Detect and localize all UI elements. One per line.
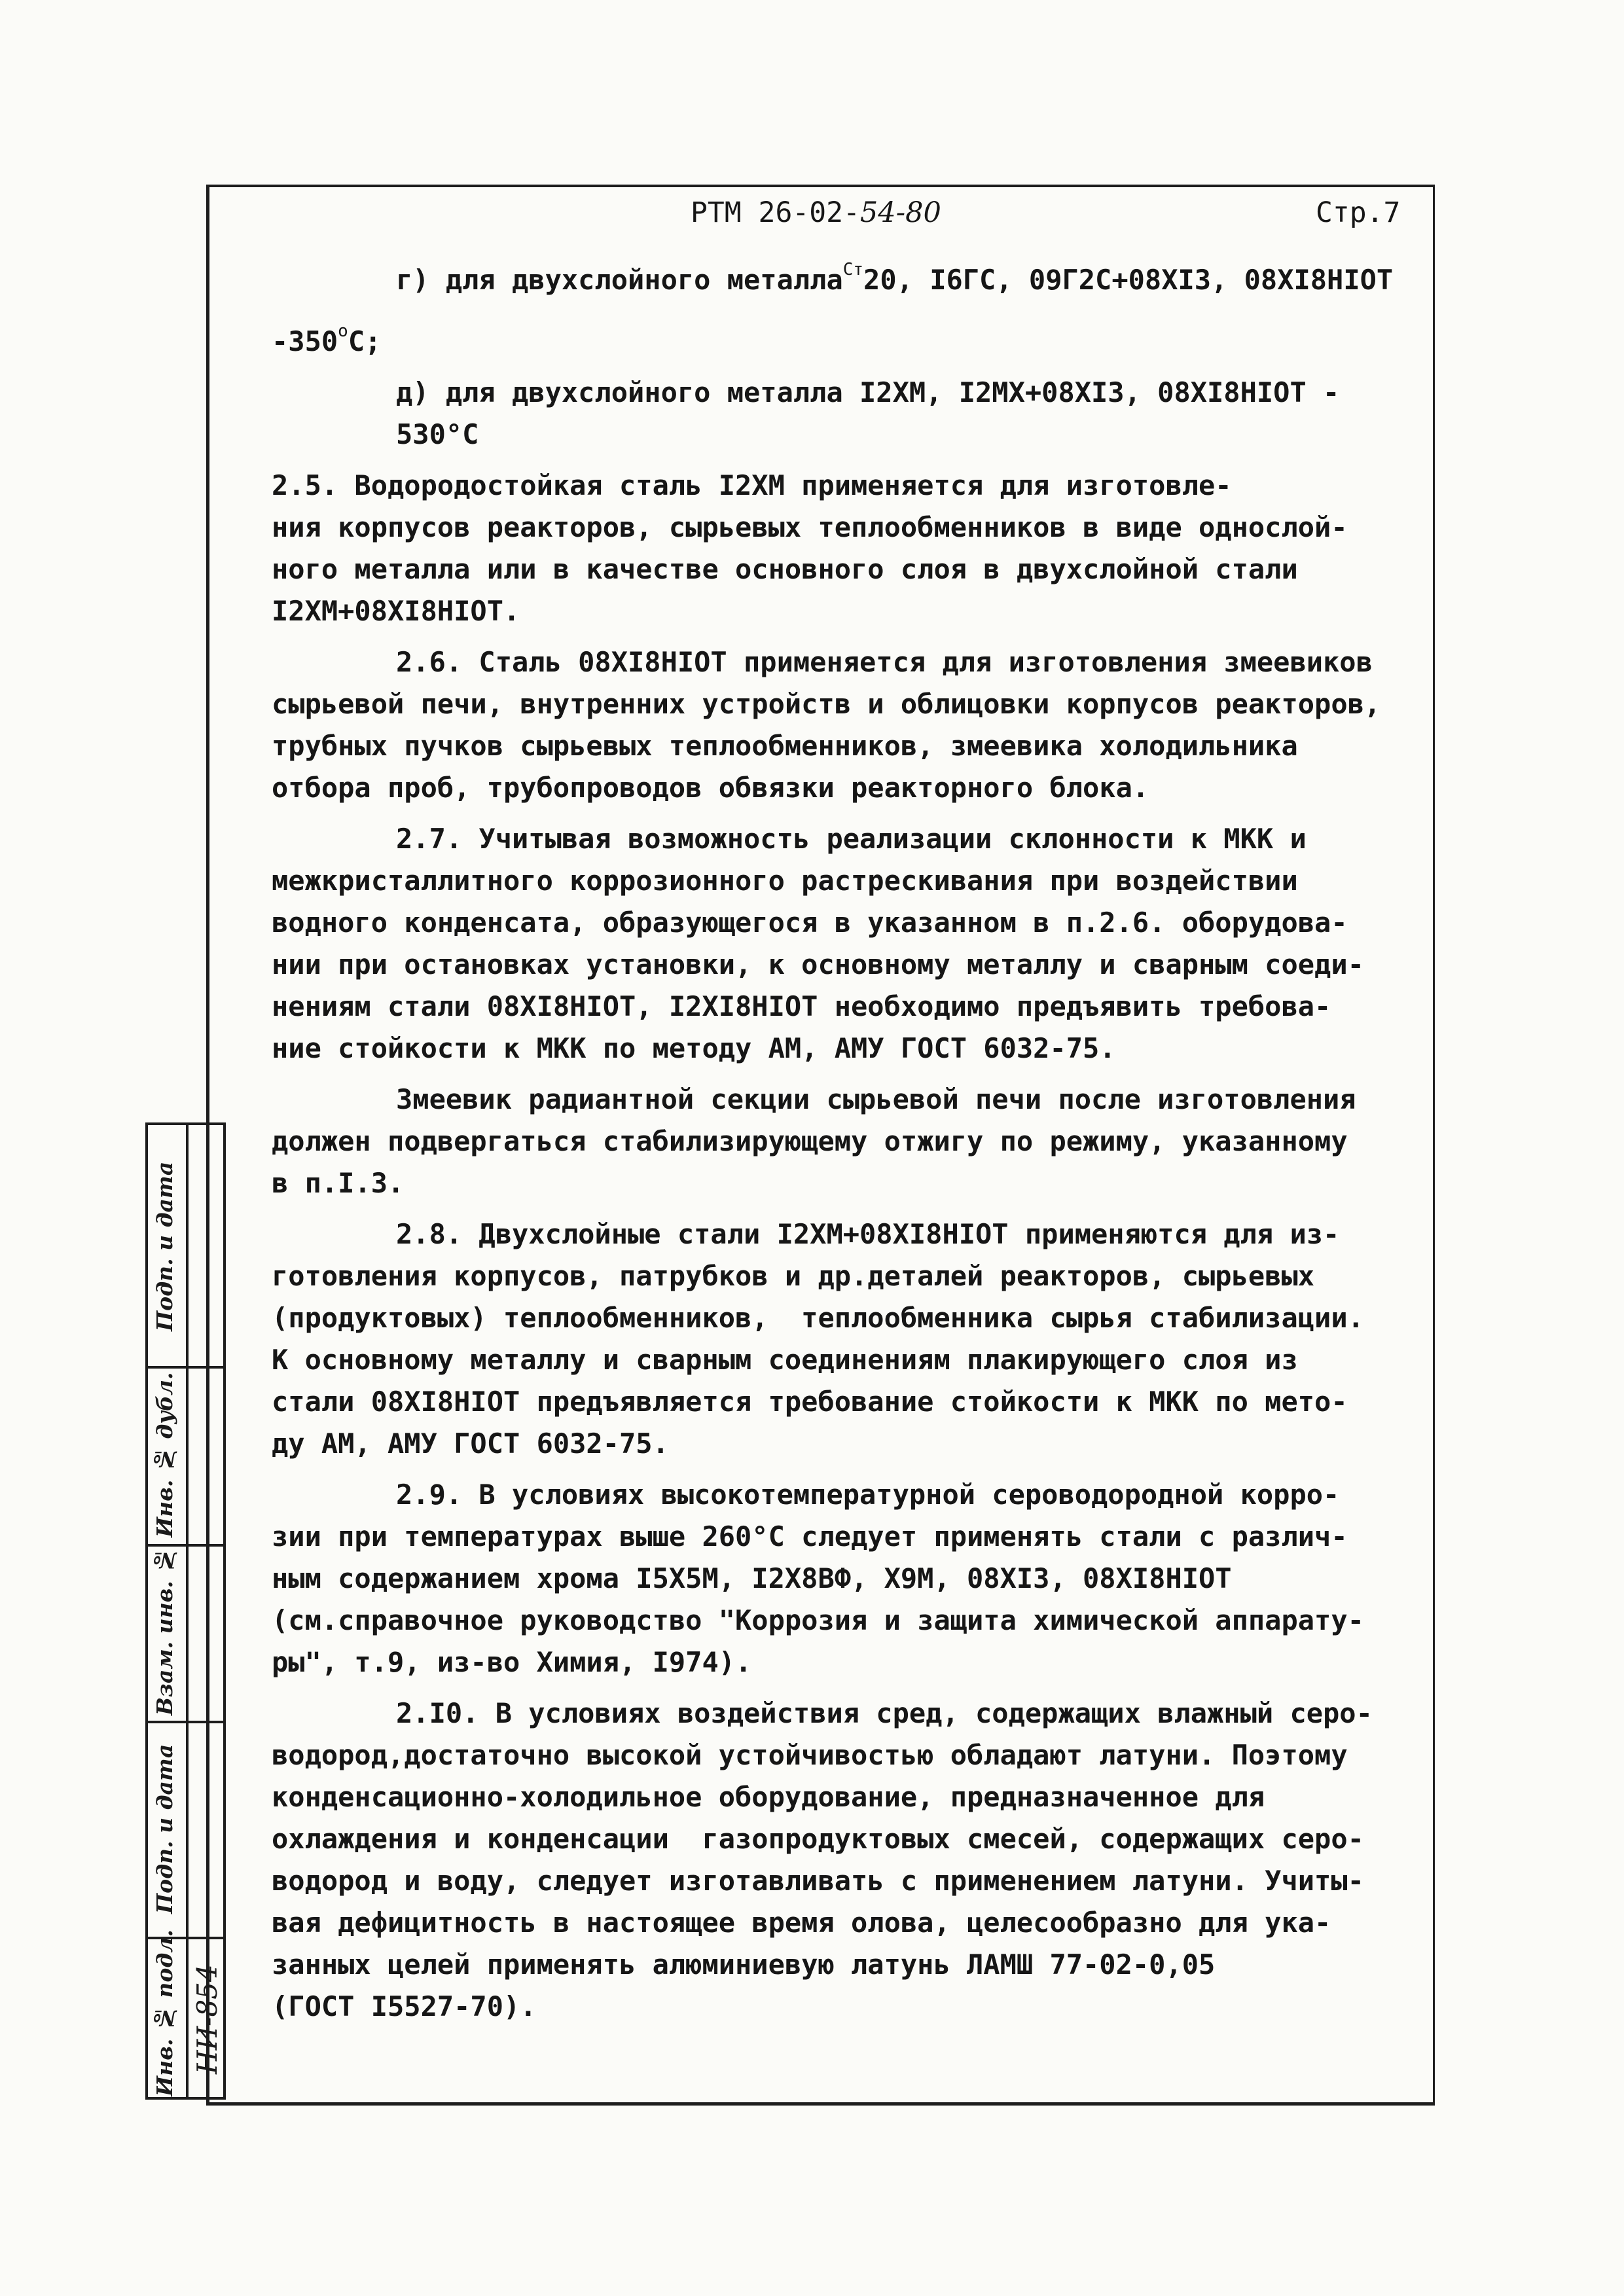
paragraph-2-10: 2.I0. В условиях воздействия сред, содержащих влажный серо- водород,достаточно высокой устойчивостью обладают латуни. Поэтому конденсационно-холодильное оборудование, предназначенное для охлаждения и конденсации газопродуктовых смесей, содержащих серо- водород и воду, следует изготавливать с применением латуни. Учиты- вая дефицитность в настоящее время олова, целесообразно для ука- занных целей применять алюминиевую латунь ЛАМШ 77-02-0,05 (ГОСТ I5527-70). xyxy=(272,1697,1373,2022)
stamp-original-inv-value: НИ-854 xyxy=(191,1964,223,2074)
document-body xyxy=(272,249,1430,2037)
document-code-number: 54-80 xyxy=(859,196,941,229)
item-d-overflow: 0°С xyxy=(429,418,479,450)
stamp-label-original-inv: Инв. № подл. xyxy=(152,1929,177,2096)
superscript-st: Ст xyxy=(842,260,864,279)
stamp-label-signature-date-2: Подп. и дата xyxy=(152,1744,177,1914)
stamp-column-divider xyxy=(186,1125,189,2097)
stamp-label-signature-date: Подп. и дата xyxy=(152,1161,177,1331)
item-g-temperature: $-350^оС$; xyxy=(272,321,382,357)
stamp-label-replaced-inv: Взам. инв. № xyxy=(152,1547,177,1715)
stamp-row-divider xyxy=(148,1721,223,1723)
stamp-row-divider xyxy=(148,1366,223,1369)
approval-stamp-column xyxy=(145,1122,226,2100)
item-g: г) для двухслойного металла$^{Ст}$20, I6ГС, 09Г2С+08XI3, 08XI8HIOT xyxy=(396,260,1394,296)
document-code xyxy=(691,196,941,229)
page-number: Стр.7 xyxy=(1316,196,1401,229)
paragraph-2-5: 2.5. Водородостойкая сталь I2XM применяется для изготовле- ния корпусов реакторов, сырьевых теплообменников в виде однослой- ного металла или в качестве основного слоя в двухслойной стали I2XM+08XI8HIOT. xyxy=(272,469,1348,627)
document-code-prefix: РТМ 26-02- xyxy=(691,196,860,229)
paragraph-2-6: 2.6. Сталь 08XI8HIOT применяется для изготовления змеевиков сырьевой печи, внутренних устройств и облицовки корпусов реакторов, трубных пучков сырьевых теплообменников, змеевика холодильника отбора проб, трубопроводов обвязки реакторного блока. xyxy=(272,646,1381,804)
paragraph-2-9: 2.9. В условиях высокотемпературной сероводородной корро- зии при температурах выше 260°С следует применять стали с различ- ным содержанием хрома I5X5M, I2X8BФ, X9M, 08XI3, 08XI8HIOT (см.справочное руководство "Коррозия и защита химической аппарату- ры", т.9, из-во Химия, I974). xyxy=(272,1479,1364,1678)
paragraph-2-7: 2.7. Учитывая возможность реализации склонности к МКК и межкристаллитного коррозионного растрескивания при воздействии водного конденсата, образующегося в указанном в п.2.6. оборудова- нии при остановках установки, к основному металлу и сварным соеди- нениям стали 08XI8HIOT, I2XI8HIOT необходимо предъявить требова- ние стойкости к МКК по методу АМ, АМУ ГОСТ 6032-75. xyxy=(272,823,1364,1064)
stamp-label-duplicate-inv: Инв. № дубл. xyxy=(152,1372,177,1538)
item-d: д) для двухслойного металла I2XM, I2MX+08XI3, 08XI8HIOT - 530°С xyxy=(396,376,1356,450)
paragraph-2-7-coil: Змеевик радиантной секции сырьевой печи после изготовления должен подвергаться стабилизирующему отжигу по режиму, указанному в п.I.3. xyxy=(272,1083,1356,1199)
paragraph-2-8: 2.8. Двухслойные стали I2XM+08XI8HIOT применяются для из- готовления корпусов, патрубков и др.деталей реакторов, сырьевых (продуктовых) теплообменников, теплообменника сырья стабилизации. К основному металлу и сварным соединениям плакирующего слоя из стали 08XI8HIOT предъявляется требование стойкости к МКК по мето- ду АМ, АМУ ГОСТ 6032-75. xyxy=(272,1218,1364,1460)
stamp-row-divider xyxy=(148,1544,223,1547)
